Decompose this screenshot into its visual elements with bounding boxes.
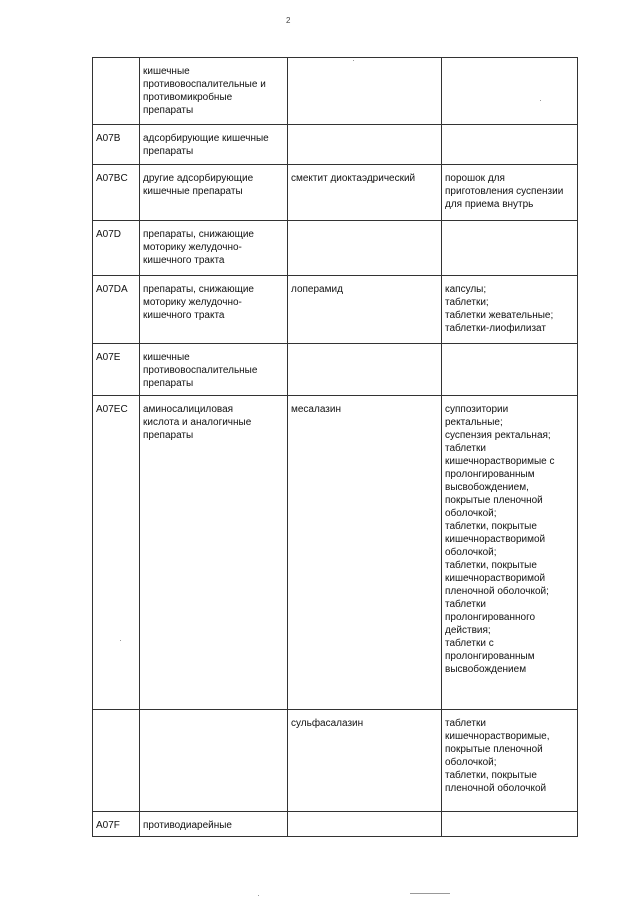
atc-code-cell: A07B bbox=[93, 125, 140, 165]
substance-cell bbox=[288, 58, 442, 125]
table-row bbox=[93, 58, 578, 125]
dosage-form-cell: таблетки кишечнорастворимые, покрытые пленочной оболочкой; таблетки, покрытые пленочной оболочкой bbox=[442, 710, 578, 812]
table-row bbox=[93, 344, 578, 396]
page-number: 2 bbox=[286, 16, 291, 25]
atc-code-cell: A07DA bbox=[93, 276, 140, 344]
atc-code-cell bbox=[93, 58, 140, 125]
dosage-form-cell bbox=[442, 221, 578, 276]
substance-cell: сульфасалазин bbox=[288, 710, 442, 812]
dosage-form-cell bbox=[442, 58, 578, 125]
atc-code-cell: A07E bbox=[93, 344, 140, 396]
dosage-form-cell: капсулы; таблетки; таблетки жевательные; таблетки-лиофилизат bbox=[442, 276, 578, 344]
dosage-form-cell: суппозитории ректальные; суспензия ректальная; таблетки кишечнорастворимые с пролонгированным высвобождением, покрытые пленочной оболочкой; таблетки, покрытые кишечнорастворимой оболочкой; таблетки, покрытые кишечнорастворимой пленочной оболочкой; таблетки пролонгированного действия; таблетки с пролонгированным высвобождением bbox=[442, 396, 578, 710]
table-row bbox=[93, 221, 578, 276]
atc-code-cell: A07EC bbox=[93, 396, 140, 710]
table-row bbox=[93, 165, 578, 221]
group-name-cell: препараты, снижающие моторику желудочно- кишечного тракта bbox=[140, 221, 288, 276]
table-row bbox=[93, 276, 578, 344]
group-name-cell: препараты, снижающие моторику желудочно- кишечного тракта bbox=[140, 276, 288, 344]
table-row bbox=[93, 710, 578, 812]
group-name-cell bbox=[140, 710, 288, 812]
scan-speck bbox=[410, 893, 450, 894]
group-name-cell: кишечные противовоспалительные препараты bbox=[140, 344, 288, 396]
table-row bbox=[93, 396, 578, 710]
scan-speck bbox=[120, 640, 121, 641]
substance-cell: лоперамид bbox=[288, 276, 442, 344]
group-name-cell: противодиарейные bbox=[140, 812, 288, 837]
scan-speck bbox=[258, 895, 259, 896]
table-row bbox=[93, 812, 578, 837]
substance-cell bbox=[288, 812, 442, 837]
dosage-form-cell bbox=[442, 125, 578, 165]
substance-cell bbox=[288, 344, 442, 396]
scan-speck bbox=[353, 60, 354, 61]
group-name-cell: кишечные противовоспалительные и противомикробные препараты bbox=[140, 58, 288, 125]
dosage-form-cell: порошок для приготовления суспензии для приема внутрь bbox=[442, 165, 578, 221]
group-name-cell: аминосалициловая кислота и аналогичные препараты bbox=[140, 396, 288, 710]
table-row bbox=[93, 125, 578, 165]
substance-cell bbox=[288, 221, 442, 276]
group-name-cell: адсорбирующие кишечные препараты bbox=[140, 125, 288, 165]
substance-cell: месалазин bbox=[288, 396, 442, 710]
scan-speck bbox=[540, 100, 541, 101]
atc-code-cell: A07F bbox=[93, 812, 140, 837]
substance-cell bbox=[288, 125, 442, 165]
atc-code-cell bbox=[93, 710, 140, 812]
dosage-form-cell bbox=[442, 344, 578, 396]
dosage-form-cell bbox=[442, 812, 578, 837]
drug-classification-table bbox=[92, 57, 578, 837]
group-name-cell: другие адсорбирующие кишечные препараты bbox=[140, 165, 288, 221]
atc-code-cell: A07BC bbox=[93, 165, 140, 221]
substance-cell: смектит диоктаэдрический bbox=[288, 165, 442, 221]
atc-code-cell: A07D bbox=[93, 221, 140, 276]
